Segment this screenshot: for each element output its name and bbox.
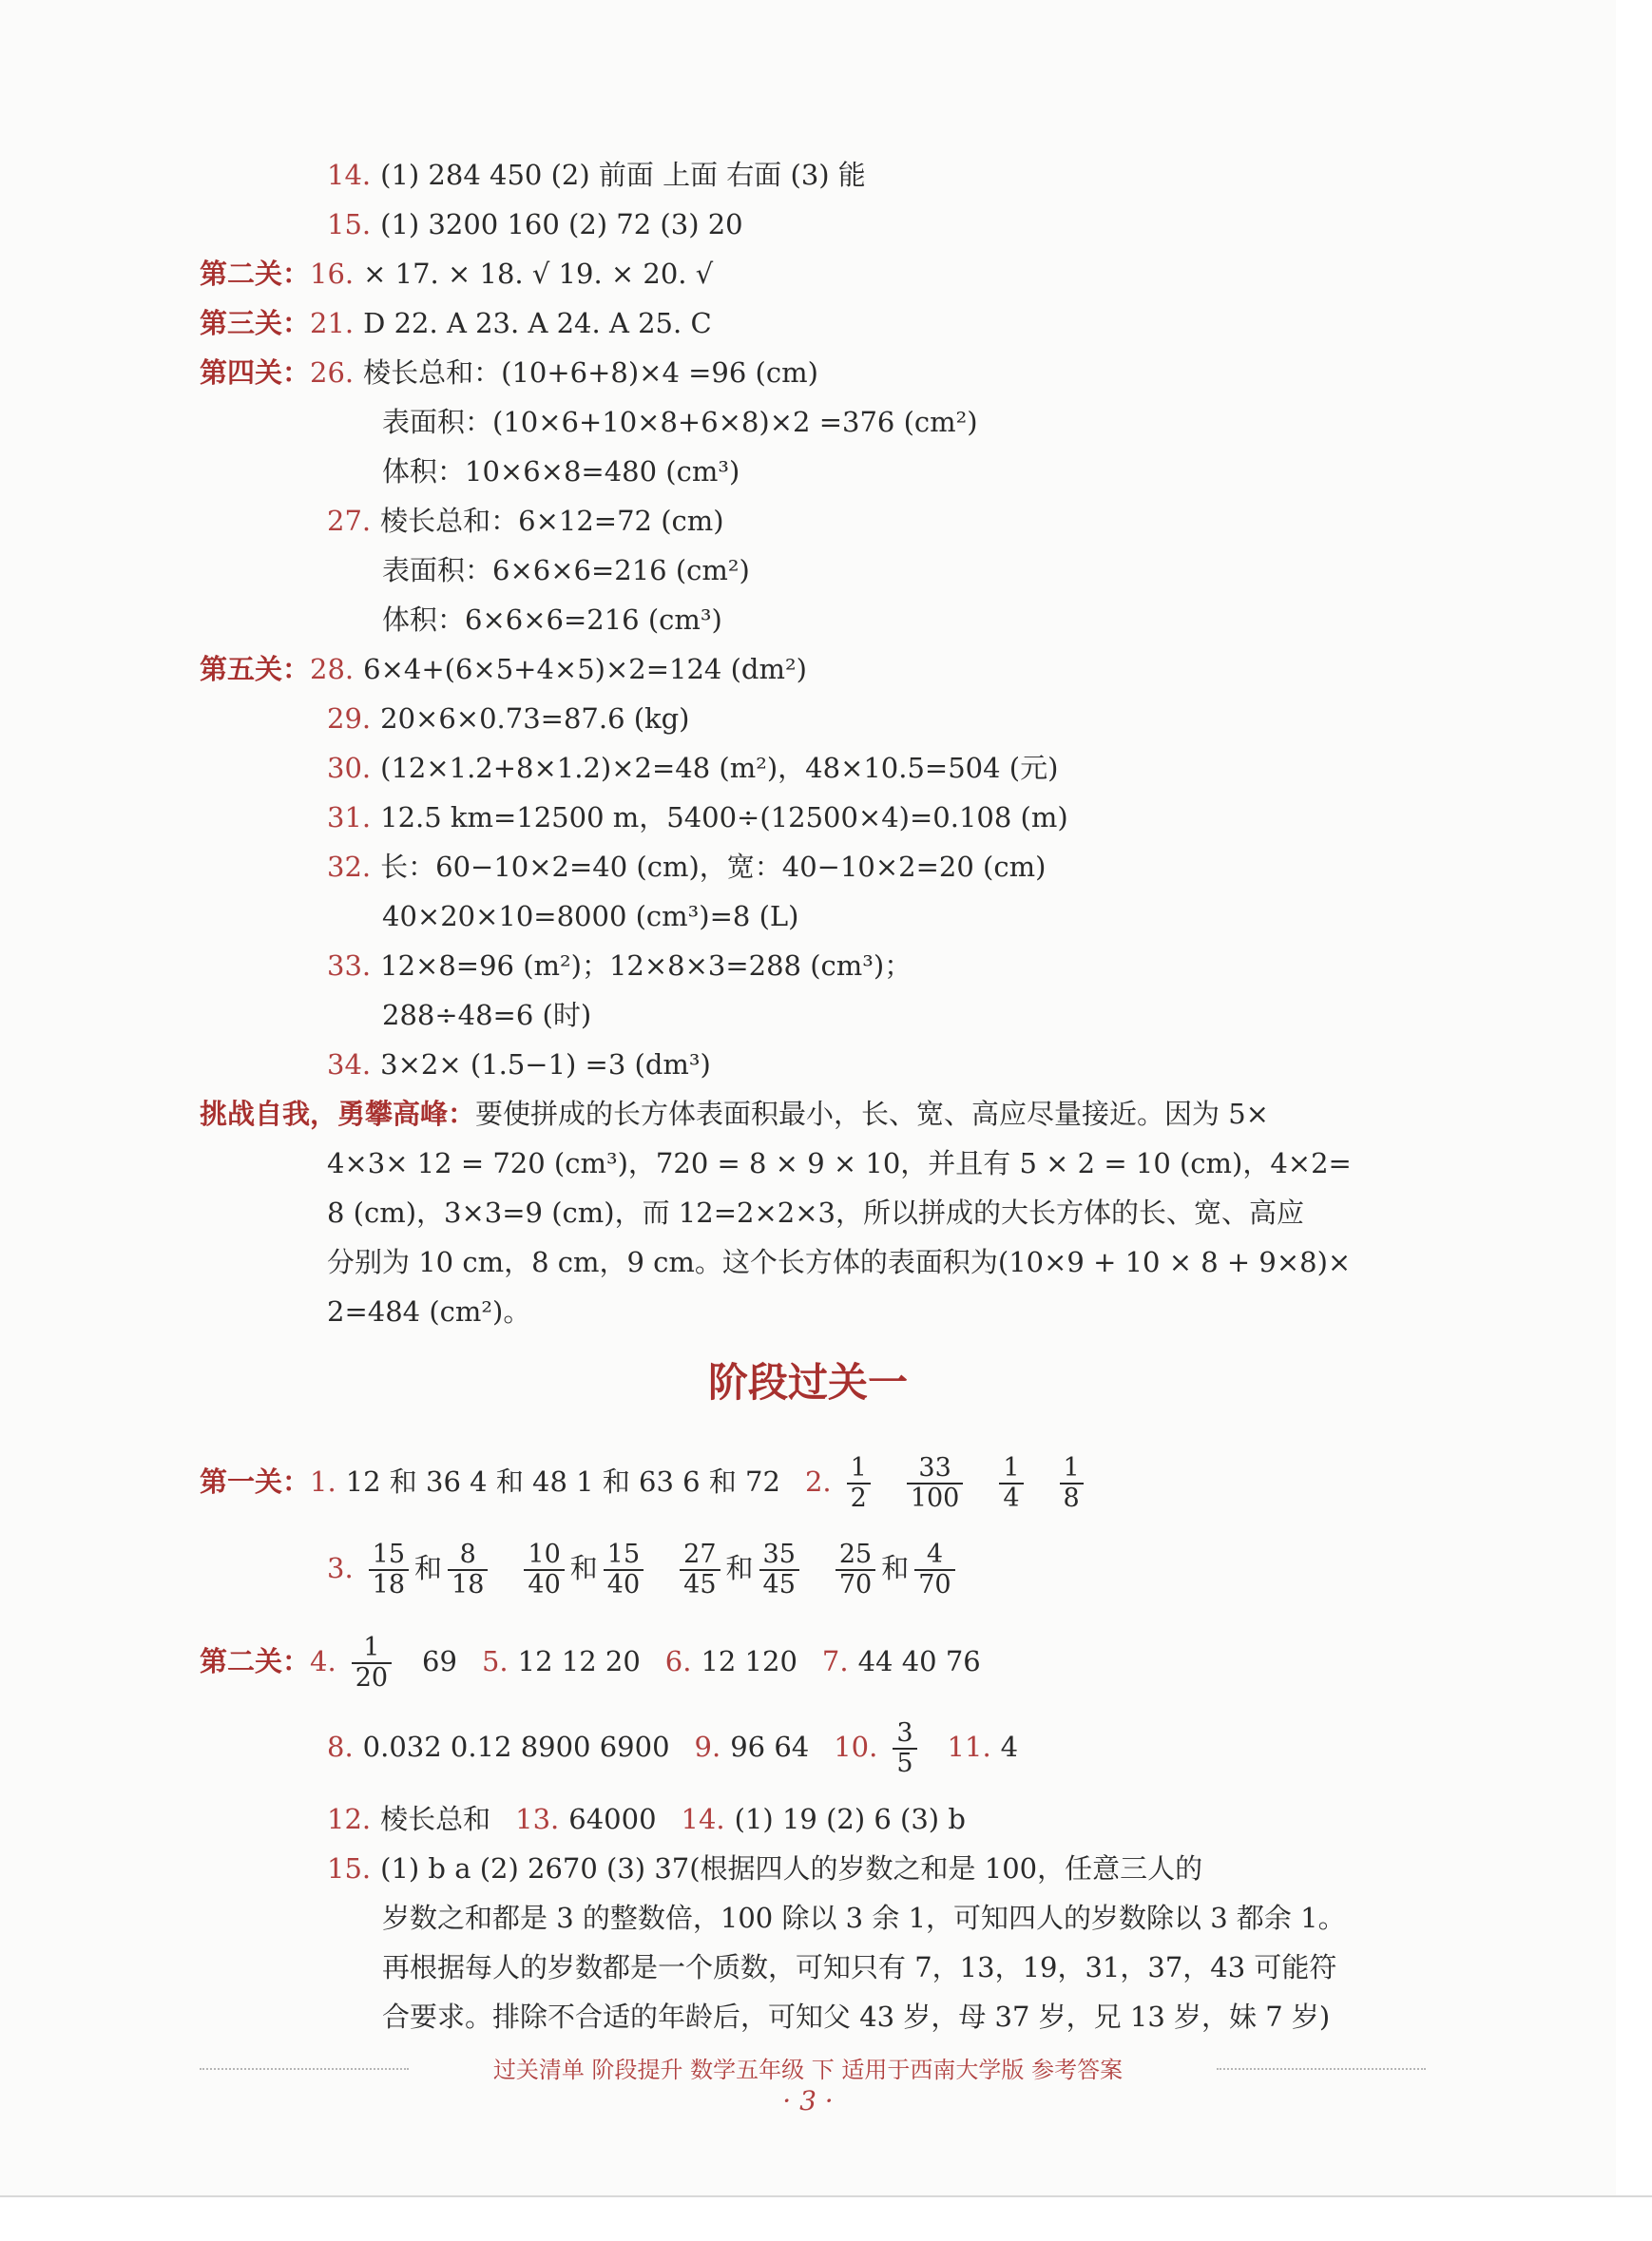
challenge-label: 挑战自我，勇攀高峰： (200, 1098, 476, 1130)
challenge-line2 (327, 1144, 1352, 1182)
denominator: 20 (355, 1663, 389, 1693)
answer-16-20 (200, 255, 713, 293)
item-number: 4. (310, 1645, 336, 1677)
stage-q15-line4 (382, 1998, 1330, 2036)
and-connector: 和 (569, 1552, 598, 1584)
page-bottom-edge (0, 2195, 1652, 2241)
item-number: 3. (327, 1552, 354, 1584)
answer-text: 40×20×10=8000 (cm³)=8 (L) (382, 900, 799, 932)
answer-31 (327, 798, 1068, 836)
denominator: 45 (762, 1570, 796, 1599)
item-number: 15. (327, 208, 372, 240)
item-number: 13. (515, 1803, 560, 1835)
fraction (914, 1541, 954, 1599)
answer-text: (1) b a (2) 2670 (3) 37(根据四人的岁数之和是 100，任意三人的 (380, 1852, 1203, 1885)
challenge-line5 (327, 1293, 530, 1331)
answer-text: 棱长总和：6×12=72 (cm) (380, 505, 724, 537)
denominator: 5 (896, 1749, 913, 1778)
answer-text: (12×1.2+8×1.2)×2=48 (m²)，48×10.5=504 (元) (380, 752, 1059, 784)
answer-text: 12 12 20 (517, 1645, 641, 1677)
answer-33-line2 (382, 996, 591, 1034)
item-number: 8. (327, 1731, 354, 1763)
numerator: 15 (604, 1541, 644, 1571)
fraction (907, 1454, 964, 1513)
stage-q12-q14 (327, 1800, 966, 1838)
fraction (448, 1541, 488, 1599)
answer-27-line1 (327, 502, 724, 540)
item-number: 12. (327, 1803, 372, 1835)
fraction (680, 1541, 720, 1599)
denominator: 40 (606, 1570, 641, 1599)
page-number: · 3 · (782, 2085, 834, 2116)
numerator: 35 (759, 1541, 799, 1571)
section-title: 阶段过关一 (707, 1359, 908, 1406)
item-number: 15. (327, 1852, 372, 1885)
answer-text: 体积：10×6×8=480 (cm³) (382, 455, 740, 488)
answer-26-line2 (382, 403, 978, 441)
challenge-line4 (327, 1243, 1351, 1281)
stage-q15-line2 (382, 1899, 1346, 1937)
item-number: 5. (481, 1645, 509, 1677)
numerator: 10 (524, 1541, 564, 1571)
answer-32-line2 (382, 897, 798, 935)
answer-text: 96 64 (730, 1731, 810, 1763)
answer-text: 合要求。排除不合适的年龄后，可知父 43 岁，母 37 岁，兄 13 岁，妹 7 岁) (382, 2001, 1331, 2033)
denominator: 70 (918, 1570, 951, 1599)
answer-28 (200, 650, 807, 688)
stage-q3 (327, 1532, 986, 1604)
denominator: 4 (1003, 1484, 1020, 1513)
gate-label: 第四关： (200, 356, 311, 389)
answer-15 (327, 205, 743, 243)
item-number: 32. (327, 851, 372, 883)
fraction (999, 1454, 1023, 1513)
challenge-text: 4×3× 12 = 720 (cm³)，720 = 8 × 9 × 10，并且有 5 × 2 = 10 (cm)，4×2= (327, 1147, 1352, 1179)
numerator: 4 (914, 1541, 954, 1571)
answer-text: 0.032 0.12 8900 6900 (362, 1731, 670, 1763)
item-number: 7. (821, 1645, 849, 1677)
fraction-group (841, 1453, 1114, 1513)
answer-text: × 17. × 18. √ 19. × 20. √ (363, 258, 714, 290)
answer-text: 6×4+(6×5+4×5)×2=124 (dm²) (363, 653, 807, 685)
numerator: 1 (999, 1454, 1023, 1484)
answer-text: 288÷48=6 (时) (382, 999, 592, 1031)
answer-text: D 22. A 23. A 24. A 25. C (363, 307, 712, 339)
page-edge (1616, 0, 1652, 2239)
denominator: 40 (528, 1570, 561, 1599)
item-number: 14. (681, 1803, 725, 1835)
and-connector: 和 (725, 1552, 754, 1584)
answer-text: (1) 3200 160 (2) 72 (3) 20 (380, 208, 743, 240)
item-number: 6. (664, 1645, 692, 1677)
answer-text: 棱长总和 (380, 1803, 491, 1835)
numerator: 1 (1060, 1454, 1084, 1484)
stage-q8-q11 (327, 1711, 1018, 1783)
item-number: 11. (947, 1731, 991, 1763)
gate-label: 第二关： (200, 258, 311, 290)
challenge-text: 要使拼成的长方体表面积最小，长、宽、高应尽量接近。因为 5× (475, 1098, 1269, 1130)
gate-label: 第一关： (200, 1465, 311, 1498)
stage-q4-q7 (200, 1625, 981, 1697)
answer-text: 12 120 (701, 1645, 797, 1677)
stage-q15-line3 (382, 1948, 1336, 1986)
answer-text: 体积：6×6×6=216 (cm³) (382, 603, 722, 636)
and-connector: 和 (414, 1552, 443, 1584)
numerator: 3 (893, 1719, 916, 1750)
fraction (604, 1541, 644, 1599)
fraction (759, 1541, 799, 1599)
fraction (1060, 1454, 1084, 1513)
answer-27-line3 (382, 601, 722, 639)
gate-label: 第二关： (200, 1645, 311, 1677)
denominator: 18 (372, 1570, 406, 1599)
answer-21-25 (200, 304, 712, 342)
answer-text: 12 和 36 4 和 48 1 和 63 6 和 72 (345, 1465, 780, 1498)
fraction (847, 1454, 871, 1513)
answer-26-line1 (200, 354, 818, 392)
answer-33-line1 (327, 947, 912, 985)
numerator: 33 (907, 1454, 964, 1484)
denominator: 70 (838, 1570, 873, 1599)
answer-30 (327, 749, 1058, 787)
stage-q15-line1 (327, 1849, 1202, 1887)
stage-q1-q2 (200, 1448, 1114, 1515)
challenge-text: 分别为 10 cm，8 cm，9 cm。这个长方体的表面积为(10×9 + 10 × 8 + 9×8)× (327, 1246, 1352, 1278)
fraction (836, 1541, 875, 1599)
denominator: 45 (683, 1570, 717, 1599)
answer-text: 再根据每人的岁数都是一个质数，可知只有 7，13，19，31，37，43 可能符 (382, 1951, 1337, 1983)
answer-29 (327, 699, 690, 737)
item-number: 34. (327, 1048, 372, 1081)
answer-text: 4 (1000, 1731, 1019, 1763)
denominator: 100 (910, 1484, 960, 1513)
fraction (893, 1719, 916, 1778)
item-number: 9. (694, 1731, 721, 1763)
numerator: 15 (369, 1541, 409, 1571)
numerator: 25 (836, 1541, 875, 1571)
item-number: 16. (310, 258, 355, 290)
challenge-text: 8 (cm)，3×3=9 (cm)，而 12=2×2×3，所以拼成的大长方体的长、宽、高应 (327, 1197, 1304, 1229)
numerator: 27 (680, 1541, 720, 1571)
item-number: 33. (327, 949, 372, 982)
answer-text: 12.5 km=12500 m，5400÷(12500×4)=0.108 (m) (380, 801, 1068, 833)
answer-text: 20×6×0.73=87.6 (kg) (380, 702, 690, 735)
answer-text: (1) 19 (2) 6 (3) b (734, 1803, 966, 1835)
numerator: 1 (847, 1454, 871, 1484)
numerator: 1 (352, 1634, 392, 1664)
item-number: 26. (310, 356, 355, 389)
footer-text: 过关清单 阶段提升 数学五年级 下 适用于西南大学版 参考答案 (492, 2057, 1124, 2083)
fraction (524, 1541, 564, 1599)
gate-label: 第三关： (200, 307, 311, 339)
answer-text: 岁数之和都是 3 的整数倍，100 除以 3 余 1，可知四人的岁数除以 3 都余 1。 (382, 1902, 1346, 1934)
answer-text: 表面积：(10×6+10×8+6×8)×2 =376 (cm²) (382, 406, 978, 438)
answer-text: 44 40 76 (857, 1645, 981, 1677)
item-number: 1. (310, 1465, 336, 1498)
item-number: 30. (327, 752, 372, 784)
answer-text: 长：60−10×2=40 (cm)，宽：40−10×2=20 (cm) (380, 851, 1047, 883)
numerator: 8 (448, 1541, 488, 1571)
answer-text: 12×8=96 (m²)；12×8×3=288 (cm³)； (380, 949, 912, 982)
answer-text: 3×2× (1.5−1) =3 (dm³) (380, 1048, 711, 1081)
gate-label: 第五关： (200, 653, 311, 685)
item-number: 27. (327, 505, 372, 537)
item-number: 28. (310, 653, 355, 685)
answer-32-line1 (327, 848, 1046, 886)
item-number: 21. (310, 307, 355, 339)
denominator: 8 (1063, 1484, 1080, 1513)
answer-text: 棱长总和：(10+6+8)×4 =96 (cm) (363, 356, 818, 389)
item-number: 2. (804, 1465, 832, 1498)
denominator: 2 (850, 1484, 867, 1513)
answer-text: 表面积：6×6×6=216 (cm²) (382, 554, 750, 586)
answer-text: 69 (422, 1645, 457, 1677)
answer-26-line3 (382, 452, 740, 490)
fraction (352, 1634, 392, 1693)
answer-text: (1) 284 450 (2) 前面 上面 右面 (3) 能 (380, 159, 866, 191)
item-number: 10. (834, 1731, 878, 1763)
denominator: 18 (451, 1570, 485, 1599)
and-connector: 和 (881, 1552, 910, 1584)
answer-text: 64000 (568, 1803, 657, 1835)
fraction-group (363, 1540, 986, 1599)
item-number: 29. (327, 702, 372, 735)
fraction (369, 1541, 409, 1599)
item-number: 31. (327, 801, 372, 833)
challenge-line1 (200, 1095, 1269, 1133)
answer-27-line2 (382, 551, 750, 589)
challenge-line3 (327, 1194, 1304, 1232)
item-number: 14. (327, 159, 372, 191)
challenge-text: 2=484 (cm²)。 (327, 1295, 531, 1328)
answer-14 (327, 156, 866, 194)
answer-34 (327, 1045, 711, 1083)
